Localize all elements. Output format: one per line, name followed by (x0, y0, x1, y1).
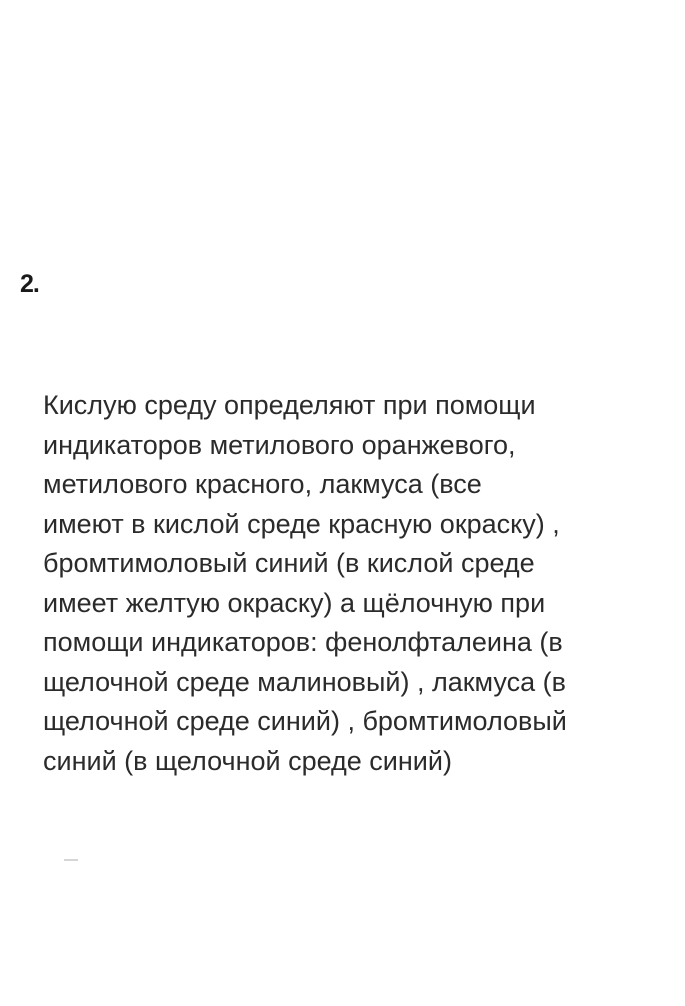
item-number: 2. (20, 270, 39, 298)
answer-line: помощи индикаторов: фенолфталеина (в (43, 627, 563, 657)
answer-text (43, 386, 643, 781)
answer-line: щелочной среде малиновый) , лакмуса (в (43, 666, 566, 697)
answer-line: синий (в щелочной среде синий) (43, 745, 452, 776)
stray-mark (64, 859, 78, 861)
answer-line: Кислую среду определяют при помощи (43, 390, 536, 420)
answer-line: метилового красного, лакмуса (все (43, 469, 482, 499)
answer-line: имеет желтую окраску) а щёлочную при (43, 587, 546, 618)
answer-line: имеют в кислой среде красную окраску) , (43, 508, 560, 539)
answer-line: индикаторов метилового оранжевого, (43, 429, 516, 460)
answer-line: бромтимоловый синий (в кислой среде (43, 548, 535, 578)
answer-line: щелочной среде синий) , бромтимоловый (43, 706, 567, 736)
